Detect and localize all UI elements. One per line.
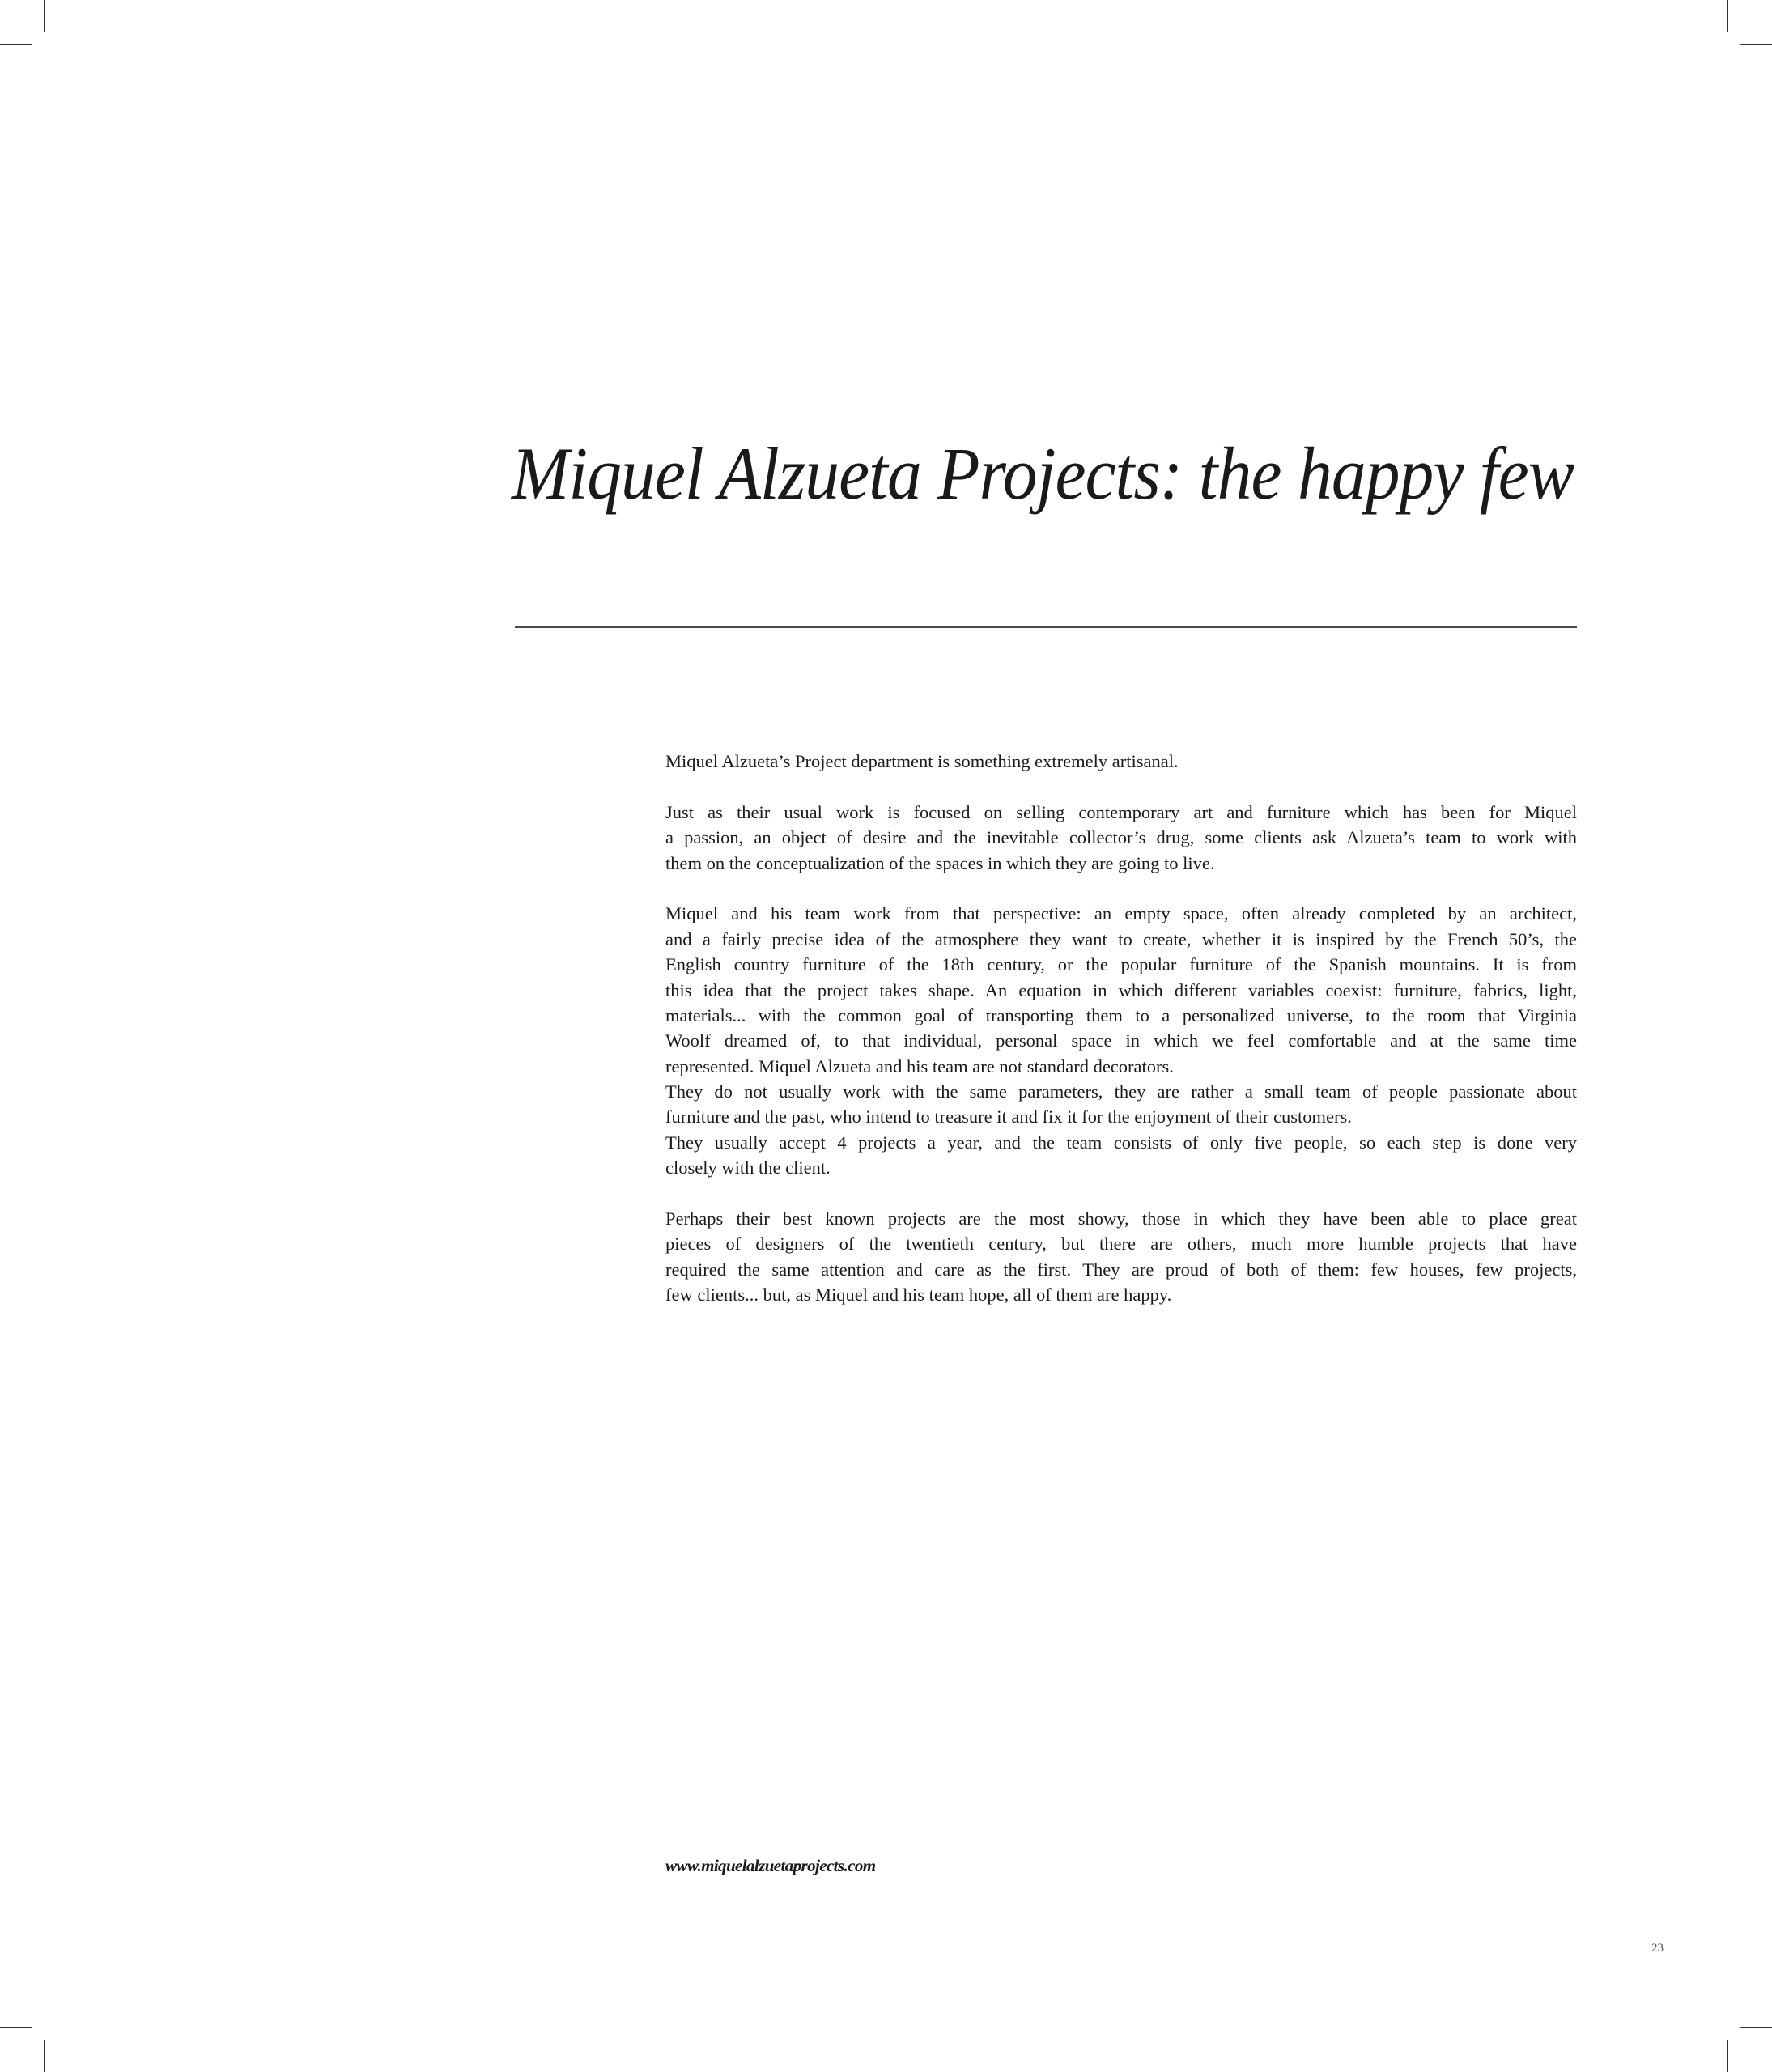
text-line: pieces of designers of the twentieth century, but there are others, much more humble projects that have [665,1233,1577,1255]
text-line: Woolf dreamed of, to that individual, personal space in which we feel comfortable and at the same time [665,1030,1577,1051]
paragraph [665,1206,1577,1308]
text-line: them on the conceptualization of the spaces in which they are going to live. [665,852,1215,873]
article-body [665,749,1577,1333]
text-line: this idea that the project takes shape. An equation in which different variables coexist: furniture, fabrics, light, [665,979,1577,1000]
paragraph [665,901,1577,1180]
crop-mark-bottom-left-vertical [44,2040,45,2072]
text-line: Miquel Alzueta’s Project department is something extremely artisanal. [665,751,1179,771]
crop-mark-top-right-vertical [1727,0,1728,32]
text-line: materials... with the common goal of transporting them to a personalized universe, to the room that Virginia [665,1004,1577,1025]
crop-mark-bottom-right-vertical [1727,2040,1728,2072]
website-link[interactable]: www.miquelalzuetaprojects.com [665,1856,876,1875]
text-line: furniture and the past, who intend to treasure it and fix it for the enjoyment of their customers. [665,1106,1352,1127]
text-line: Miquel and his team work from that perspective: an empty space, often already completed by an architect, [665,903,1577,924]
crop-mark-bottom-left-horizontal [0,2027,32,2028]
text-line: and a fairly precise idea of the atmosphere they want to create, whether it is inspired by the French 50’s, the [665,928,1577,949]
paragraph [665,749,1577,774]
text-line: required the same attention and care as the first. They are proud of both of them: few houses, few projects, [665,1259,1577,1280]
text-line: Perhaps their best known projects are the most showy, those in which they have been able to place great [665,1208,1577,1229]
text-line: English country furniture of the 18th century, or the popular furniture of the Spanish mountains. It is from [665,954,1577,975]
text-line: They usually accept 4 projects a year, and the team consists of only five people, so each step is done very [665,1132,1577,1153]
crop-mark-top-left-vertical [44,0,45,32]
text-line: They do not usually work with the same parameters, they are rather a small team of people passionate about [665,1081,1577,1102]
crop-mark-top-right-horizontal [1740,44,1772,45]
title-divider [515,626,1577,628]
crop-mark-bottom-right-horizontal [1740,2027,1772,2028]
text-line: Just as their usual work is focused on selling contemporary art and furniture which has been for Miquel [665,801,1577,822]
text-line: represented. Miquel Alzueta and his team are not standard decorators. [665,1055,1174,1076]
text-line: closely with the client. [665,1157,831,1178]
paragraph [665,800,1577,876]
page-title: Miquel Alzueta Projects: the happy few [512,432,1574,515]
page-number: 23 [1651,1942,1664,1955]
text-line: few clients... but, as Miquel and his team hope, all of them are happy. [665,1284,1172,1306]
crop-mark-top-left-horizontal [0,44,32,45]
text-line: a passion, an object of desire and the inevitable collector’s drug, some clients ask Alzueta’s team to work with [665,827,1577,848]
